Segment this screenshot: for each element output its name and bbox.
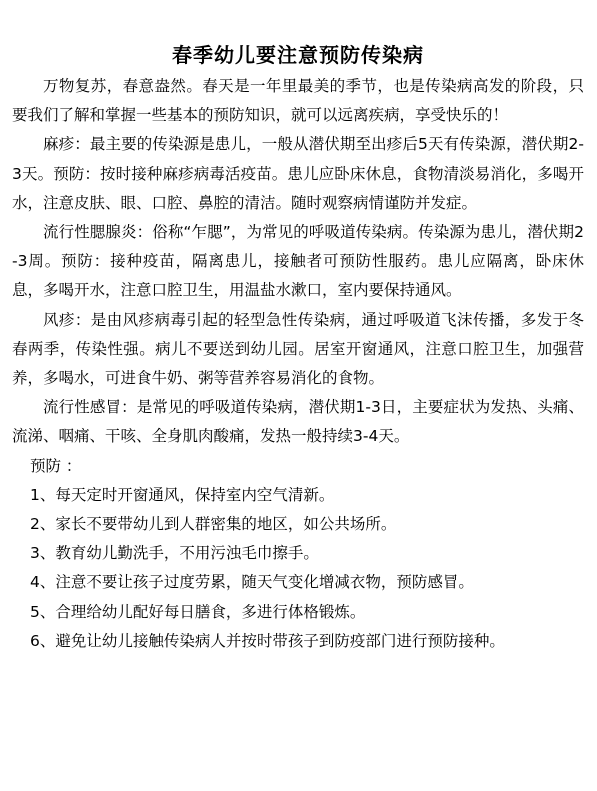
prevention-item: 6、避免让幼儿接触传染病人并按时带孩子到防疫部门进行预防接种。	[30, 631, 505, 650]
prevention-item: 5、合理给幼儿配好每日膳食，多进行体格锻炼。	[30, 602, 366, 621]
prevention-list	[12, 481, 584, 656]
prevention-item: 2、家长不要带幼儿到人群密集的地区，如公共场所。	[30, 515, 397, 534]
intro-paragraph: 万物复苏，春意盎然。春天是一年里最美的季节，也是传染病高发的阶段，只要我们了解和掌握一些基本的预防知识，就可以远离疾病，享受快乐的！	[12, 77, 584, 125]
influenza-paragraph: 流行性感冒：是常见的呼吸道传染病，潜伏期1-3日，主要症状为发热、头痛、流涕、咽痛、干咳、全身肌肉酸痛，发热一般持续3-4天。	[12, 398, 584, 446]
document-page	[12, 40, 584, 656]
prevention-item: 1、每天定时开窗通风，保持室内空气清新。	[30, 485, 335, 504]
prevention-item: 4、注意不要让孩子过度劳累，随天气变化增减衣物，预防感冒。	[30, 573, 474, 592]
mumps-paragraph: 流行性腮腺炎：俗称“乍腮”，为常见的呼吸道传染病。传染源为患儿，潜伏期2-3周。预防：接种疫苗，隔离患儿，接触者可预防性服药。患儿应隔离，卧床休息，多喝开水，注意口腔卫生，用温盐水漱口，室内要保持通风。	[12, 223, 584, 300]
document-title: 春季幼儿要注意预防传染病	[172, 43, 424, 67]
prevention-item: 3、教育幼儿勤洗手，不用污浊毛巾擦手。	[30, 544, 319, 563]
measles-paragraph: 麻疹：最主要的传染源是患儿，一般从潜伏期至出疹后5天有传染源，潜伏期2-3天。预防：按时接种麻疹病毒活疫苗。患儿应卧床休息，食物清淡易消化，多喝开水，注意皮肤、眼、口腔、鼻腔的清洁。随时观察病情谨防并发症。	[12, 135, 584, 212]
rubella-paragraph: 风疹：是由风疹病毒引起的轻型急性传染病，通过呼吸道飞沫传播，多发于冬春两季，传染性强。病儿不要送到幼儿园。居室开窗通风，注意口腔卫生，加强营养，多喝水，可进食牛奶、粥等营养容易消化的食物。	[12, 310, 584, 388]
prevention-heading: 预防 ：	[30, 456, 82, 475]
